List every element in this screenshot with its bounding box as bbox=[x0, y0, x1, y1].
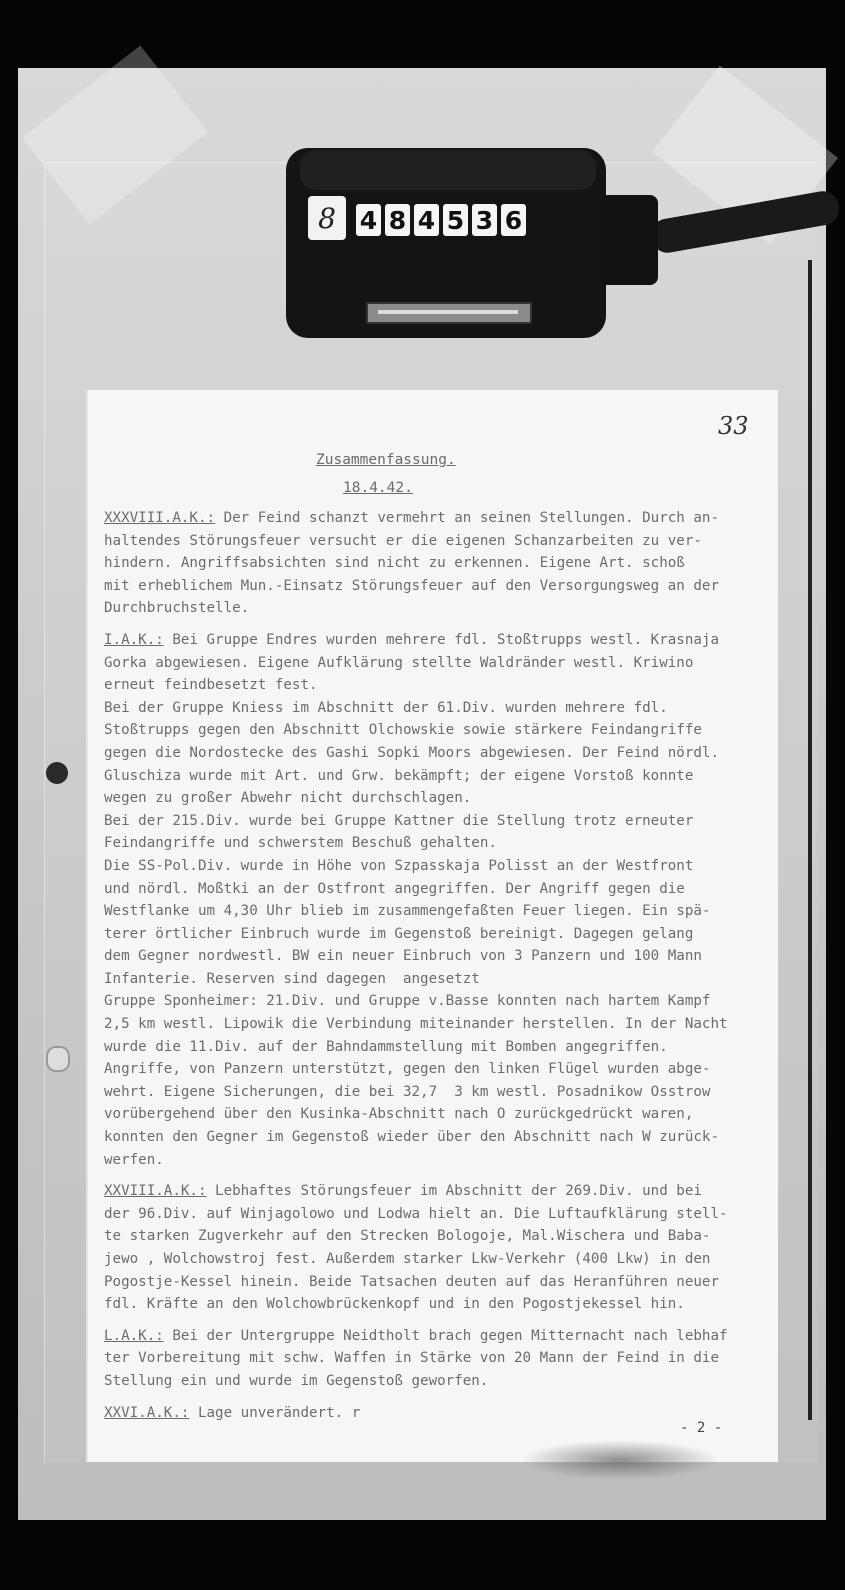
line-text: Angriffe, von Panzern unterstützt, gegen den linken Flügel wurden abge- bbox=[104, 1061, 711, 1078]
text-line bbox=[104, 597, 776, 620]
text-line bbox=[104, 945, 776, 968]
text-line bbox=[104, 878, 776, 901]
line-text: Gorka abgewiesen. Eigene Aufklärung stellte Waldränder westl. Kriwino bbox=[104, 654, 694, 671]
line-text: Pogostje-Kessel hinein. Beide Tatsachen deuten auf das Heranführen neuer bbox=[104, 1273, 719, 1290]
text-line bbox=[104, 1081, 776, 1104]
text-line bbox=[104, 575, 776, 598]
text-line bbox=[104, 530, 776, 553]
text-line bbox=[104, 1058, 776, 1081]
line-text: konnten den Gegner im Gegenstoß wieder über den Abschnitt nach W zurück- bbox=[104, 1129, 719, 1146]
line-text: Gruppe Sponheimer: 21.Div. und Gruppe v.Basse konnten nach hartem Kampf bbox=[104, 993, 711, 1010]
frame-digit: 4 bbox=[356, 204, 381, 236]
line-text: haltendes Störungsfeuer versucht er die eigenen Schanzarbeiten zu ver- bbox=[104, 532, 702, 549]
text-line bbox=[104, 1271, 776, 1294]
text-line bbox=[104, 1225, 776, 1248]
frame-number-display bbox=[356, 204, 526, 236]
line-text: 2,5 km westl. Lipowik die Verbindung miteinander herstellen. In der Nacht bbox=[104, 1016, 728, 1033]
line-text: dem Gegner nordwestl. BW ein neuer Einbruch von 3 Panzern und 100 Mann bbox=[104, 948, 702, 965]
text-line bbox=[104, 674, 776, 697]
counter-slot bbox=[366, 302, 532, 324]
roll-number-label: 8 bbox=[308, 196, 346, 240]
text-line bbox=[104, 1293, 776, 1316]
line-text: und nördl. Moßtki an der Ostfront angegriffen. Der Angriff gegen die bbox=[104, 880, 685, 897]
sleeve-edge bbox=[808, 260, 812, 1420]
line-text: gegen die Nordostecke des Gashi Sopki Moors abgewiesen. Der Feind nördl. bbox=[104, 744, 719, 761]
line-text: Bei der Gruppe Kniess im Abschnitt der 61.Div. wurden mehrere fdl. bbox=[104, 699, 668, 716]
line-text: Stellung ein und wurde im Gegenstoß geworfen. bbox=[104, 1372, 489, 1389]
text-line bbox=[104, 1180, 776, 1203]
paragraph-gap bbox=[104, 1316, 776, 1325]
paragraph-gap bbox=[104, 1171, 776, 1180]
line-text: Gluschiza wurde mit Art. und Grw. bekämpft; der eigene Vorstoß konnte bbox=[104, 767, 694, 784]
text-line bbox=[104, 629, 776, 652]
scan-smudge bbox=[520, 1440, 720, 1480]
line-text: mit erheblichem Mun.-Einsatz Störungsfeuer auf den Versorgungsweg an der bbox=[104, 577, 719, 594]
corps-heading: XXXVIII.A.K.: bbox=[104, 510, 216, 526]
line-text: vorübergehend über den Kusinka-Abschnitt nach O zurückgedrückt waren, bbox=[104, 1106, 694, 1123]
text-line bbox=[104, 552, 776, 575]
frame-digit: 4 bbox=[414, 204, 439, 236]
line-text: Bei der Untergruppe Neidtholt brach gegen Mitternacht nach lebhaf bbox=[163, 1327, 728, 1344]
text-line bbox=[104, 787, 776, 810]
text-line bbox=[104, 1402, 776, 1425]
line-text: terer örtlicher Einbruch wurde im Gegenstoß bereinigt. Dagegen gelang bbox=[104, 925, 694, 942]
frame-digit: 6 bbox=[501, 204, 526, 236]
text-line bbox=[104, 810, 776, 833]
text-line bbox=[104, 765, 776, 788]
text-line bbox=[104, 1013, 776, 1036]
text-line bbox=[104, 719, 776, 742]
corps-heading: XXVIII.A.K.: bbox=[104, 1183, 207, 1200]
paragraph-gap bbox=[104, 1393, 776, 1402]
line-text: wehrt. Eigene Sicherungen, die bei 32,7 3 km westl. Posadnikow Osstrow bbox=[104, 1083, 711, 1100]
text-line bbox=[104, 697, 776, 720]
line-text: Bei der 215.Div. wurde bei Gruppe Kattner die Stellung trotz erneuter bbox=[104, 812, 694, 829]
line-text: Feindangriffe und schwerstem Beschuß gehalten. bbox=[104, 835, 497, 852]
handwritten-page-number: 33 bbox=[718, 412, 749, 440]
line-text: Der Feind schanzt vermehrt an seinen Stellungen. Durch an- bbox=[215, 510, 720, 526]
text-line bbox=[104, 923, 776, 946]
line-text: Die SS-Pol.Div. wurde in Höhe von Szpasskaja Polisst an der Westfront bbox=[104, 857, 694, 874]
line-text: Infanterie. Reserven sind dagegen angesetzt bbox=[104, 970, 480, 987]
document-date: 18.4.42. bbox=[343, 480, 413, 496]
text-line bbox=[104, 1036, 776, 1059]
line-text: hindern. Angriffsabsichten sind nicht zu erkennen. Eigene Art. schoß bbox=[104, 555, 685, 572]
corps-heading: XXVI.A.K.: bbox=[104, 1404, 190, 1421]
text-line bbox=[104, 1149, 776, 1172]
corps-heading: I.A.K.: bbox=[104, 631, 164, 648]
paragraph-gap bbox=[104, 620, 776, 629]
line-text: Stoßtrupps gegen den Abschnitt Olchowskie sowie stärkere Feindangriffe bbox=[104, 722, 702, 739]
line-text: Lebhaftes Störungsfeuer im Abschnitt der 269.Div. und bei bbox=[206, 1183, 702, 1200]
page-footer: - 2 - bbox=[680, 1420, 723, 1436]
line-text: wurde die 11.Div. auf der Bahndammstellung mit Bomben angegriffen. bbox=[104, 1038, 668, 1055]
line-text: Bei Gruppe Endres wurden mehrere fdl. Stoßtrupps westl. Krasnaja bbox=[163, 631, 720, 648]
line-text: Westflanke um 4,30 Uhr blieb im zusammengefaßten Feuer liegen. Ein spä- bbox=[104, 903, 711, 920]
punch-hole-light bbox=[46, 1046, 70, 1072]
line-text: wegen zu großer Abwehr nicht durchschlagen. bbox=[104, 790, 472, 807]
frame-counter-top bbox=[300, 150, 596, 190]
text-line bbox=[104, 507, 776, 530]
text-line bbox=[104, 1126, 776, 1149]
text-line bbox=[104, 990, 776, 1013]
line-text: fdl. Kräfte an den Wolchowbrückenkopf und in den Pogostjekessel hin. bbox=[104, 1296, 685, 1313]
text-line bbox=[104, 742, 776, 765]
line-text: werfen. bbox=[104, 1151, 164, 1168]
text-line bbox=[104, 1347, 776, 1370]
text-line bbox=[104, 1325, 776, 1348]
text-line bbox=[104, 652, 776, 675]
frame-digit: 5 bbox=[443, 204, 468, 236]
text-line bbox=[104, 1103, 776, 1126]
text-line bbox=[104, 1203, 776, 1226]
line-text: ter Vorbereitung mit schw. Waffen in Stärke von 20 Mann der Feind in die bbox=[104, 1350, 719, 1367]
text-line bbox=[104, 855, 776, 878]
document-title: Zusammenfassung. bbox=[316, 452, 456, 468]
line-text: der 96.Div. auf Winjagolowo und Lodwa hielt an. Die Luftaufklärung stell- bbox=[104, 1205, 728, 1222]
text-line bbox=[104, 832, 776, 855]
text-line bbox=[104, 1248, 776, 1271]
line-text: te starken Zugverkehr auf den Strecken Bologoje, Mal.Wischera und Baba- bbox=[104, 1228, 711, 1245]
line-text: erneut feindbesetzt fest. bbox=[104, 677, 318, 694]
frame-counter-side bbox=[600, 195, 658, 285]
frame-digit: 8 bbox=[385, 204, 410, 236]
corps-heading: L.A.K.: bbox=[104, 1327, 164, 1344]
line-text: Durchbruchstelle. bbox=[104, 600, 250, 617]
text-line bbox=[104, 900, 776, 923]
line-text: jewo , Wolchowstroj fest. Außerdem starker Lkw-Verkehr (400 Lkw) in den bbox=[104, 1251, 711, 1267]
text-line bbox=[104, 968, 776, 991]
document-body bbox=[104, 507, 776, 1424]
punch-hole bbox=[46, 762, 68, 784]
line-text: Lage unverändert. r bbox=[189, 1404, 361, 1421]
frame-digit: 3 bbox=[472, 204, 497, 236]
text-line bbox=[104, 1370, 776, 1393]
